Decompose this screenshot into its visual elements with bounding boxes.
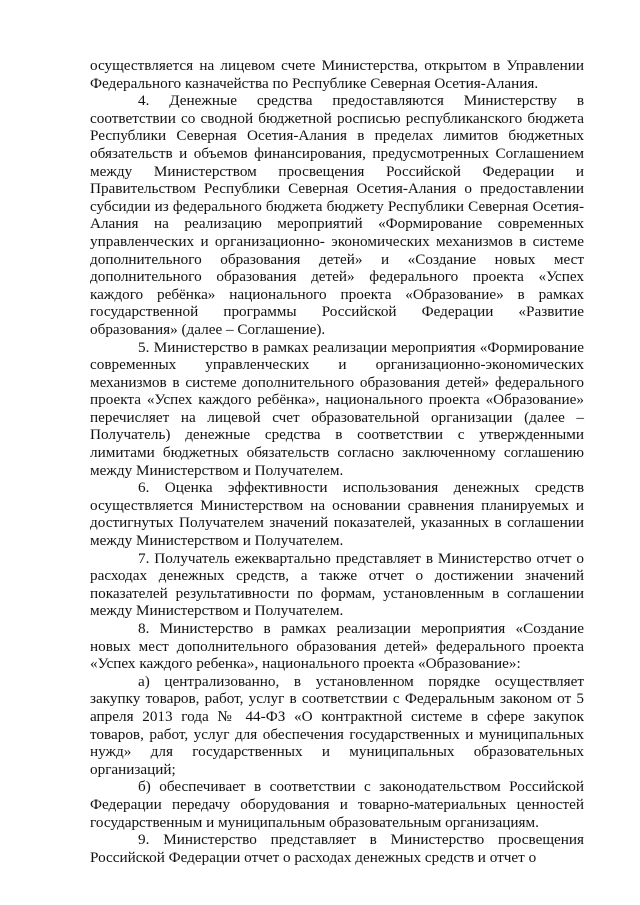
document-page	[90, 57, 584, 866]
paragraph-item-7: 7. Получатель ежеквартально представляет в Министерство отчет о расходах денежных средств, а также отчет о достижении значений показателей результативности по формам, установленным в соглашении между Министерством и Получателем.	[90, 549, 584, 620]
paragraph-subitem-a: а) централизованно, в установленном порядке осуществляет закупку товаров, работ, услуг в соответствии с Федеральным законом от 5 апреля 2013 года № 44-ФЗ «О контрактной системе в сфере закупок товаров, работ, услуг для обеспечения государственных и муниципальных нужд» для государственных и муниципальных образовательных организаций;	[90, 672, 584, 778]
paragraph-continuation: осуществляется на лицевом счете Министерства, открытом в Управлении Федерального казначейства по Республике Северная Осетия-Алания.	[90, 57, 584, 92]
paragraph-item-6: 6. Оценка эффективности использования денежных средств осуществляется Министерством на основании сравнения планируемых и достигнутых Получателем значений показателей, указанных в соглашении между Министерством и Получателем.	[90, 479, 584, 550]
paragraph-item-8: 8. Министерство в рамках реализации мероприятия «Создание новых мест дополнительного образования детей» федерального проекта «Успех каждого ребенка», национального проекта «Образование»:	[90, 620, 584, 673]
paragraph-item-5: 5. Министерство в рамках реализации мероприятия «Формирование современных управленческих и организационно-экономических механизмов в системе дополнительного образования детей» федерального проекта «Успех каждого ребёнка», национального проекта «Образование» перечисляет на лицевой счет образовательной организации (далее – Получатель) денежные средства в соответствии с утвержденными лимитами бюджетных обязательств согласно заключенному соглашению между Министерством и Получателем.	[90, 338, 584, 479]
paragraph-item-9: 9. Министерство представляет в Министерство просвещения Российской Федерации отчет о расходах денежных средств и отчет о	[90, 831, 584, 866]
paragraph-item-4: 4. Денежные средства предоставляются Министерству в соответствии со сводной бюджетной росписью республиканского бюджета Республики Северная Осетия-Алания в пределах лимитов бюджетных обязательств и объемов финансирования, предусмотренных Соглашением между Министерством просвещения Российской Федерации и Правительством Республики Северная Осетия-Алания о предоставлении субсидии из федерального бюджета бюджету Республики Северная Осетия-Алания на реализацию мероприятий «Формирование современных управленческих и организационно- экономических механизмов в системе дополнительного образования детей» и «Создание новых мест дополнительного образования детей» федерального проекта «Успех каждого ребёнка» национального проекта «Образование» в рамках государственной программы Российской Федерации «Развитие образования» (далее – Соглашение).	[90, 92, 584, 338]
paragraph-subitem-b: б) обеспечивает в соответствии с законодательством Российской Федерации передачу оборудования и товарно-материальных ценностей государственным и муниципальным образовательным организациям.	[90, 778, 584, 831]
